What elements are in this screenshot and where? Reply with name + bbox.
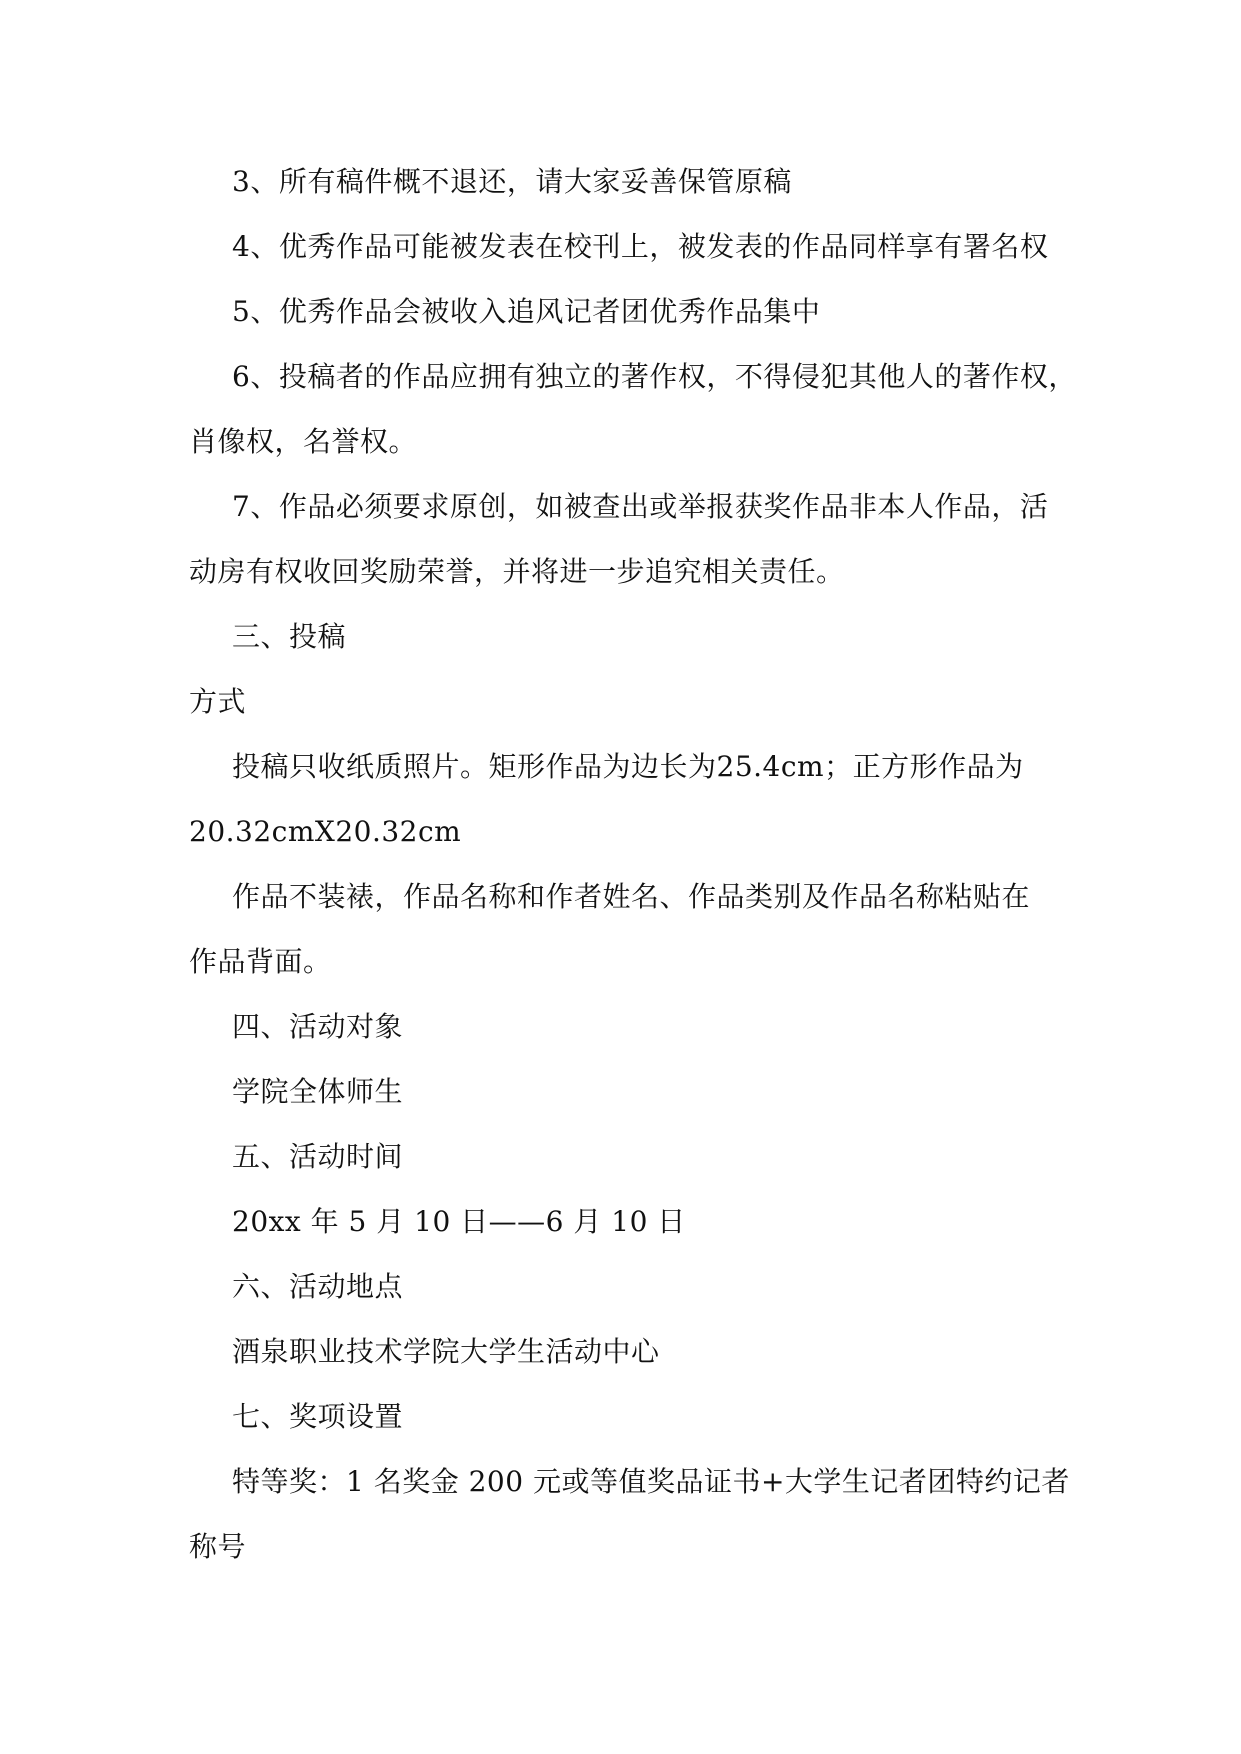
section-heading-submission-continued: 方式 [189,685,247,718]
submission-paragraph-1: 投稿只收纸质照片。矩形作品为边长为25.4cm；正方形作品为 [232,750,1024,783]
rule-item-3: 3、所有稿件概不退还，请大家妥善保管原稿 [232,165,792,198]
section-heading-awards: 七、奖项设置 [232,1400,404,1433]
submission-paragraph-2: 作品不装裱，作品名称和作者姓名、作品类别及作品名称粘贴在 [232,880,1031,913]
section-heading-audience: 四、活动对象 [232,1010,404,1043]
audience-text: 学院全体师生 [232,1075,404,1108]
submission-paragraph-2-continued: 作品背面。 [189,945,332,978]
submission-paragraph-1-continued: 20.32cmX20.32cm [189,815,462,848]
section-heading-location: 六、活动地点 [232,1270,404,1303]
section-heading-submission: 三、投稿 [232,620,347,653]
rule-item-4: 4、优秀作品可能被发表在校刊上，被发表的作品同样享有署名权 [232,230,1049,263]
time-text: 20xx 年 5 月 10 日——6 月 10 日 [232,1205,686,1238]
rule-item-5: 5、优秀作品会被收入追风记者团优秀作品集中 [232,295,821,328]
rule-item-7: 7、作品必须要求原创，如被查出或举报获奖作品非本人作品，活 [232,490,1049,523]
section-heading-time: 五、活动时间 [232,1140,404,1173]
location-text: 酒泉职业技术学院大学生活动中心 [232,1335,660,1368]
rule-item-6: 6、投稿者的作品应拥有独立的著作权，不得侵犯其他人的著作权， [232,360,1077,393]
rule-item-6-continued: 肖像权，名誉权。 [189,425,418,458]
award-grand-prize: 特等奖：1 名奖金 200 元或等值奖品证书+大学生记者团特约记者 [232,1465,1070,1498]
award-grand-prize-continued: 称号 [189,1530,247,1563]
rule-item-7-continued: 动房有权收回奖励荣誉，并将进一步追究相关责任。 [189,555,845,588]
